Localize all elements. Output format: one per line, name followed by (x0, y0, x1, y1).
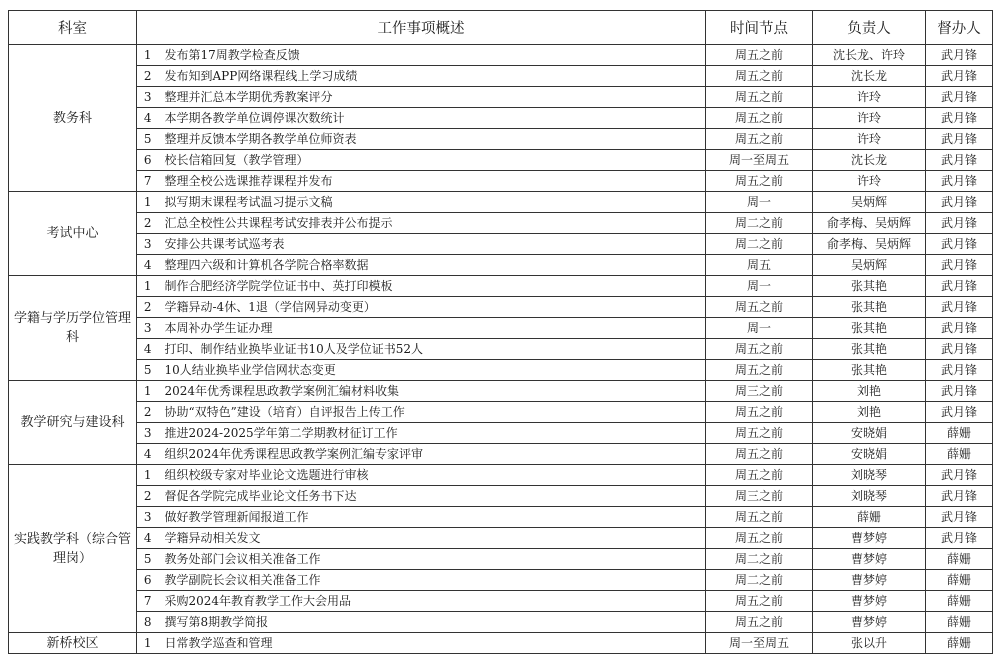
supervisor-name: 武月锋 (926, 171, 993, 192)
supervisor-name: 薛姗 (926, 549, 993, 570)
supervisor-name: 武月锋 (926, 66, 993, 87)
owner-name: 曹梦婷 (813, 570, 926, 591)
owner-name: 吴炳辉 (813, 192, 926, 213)
owner-name: 安晓娟 (813, 423, 926, 444)
item-number: 3 (137, 507, 157, 528)
time-node: 周五之前 (706, 360, 813, 381)
department-cell: 考试中心 (9, 192, 137, 276)
table-row (9, 45, 993, 66)
supervisor-name: 薛姗 (926, 444, 993, 465)
table-row (9, 633, 993, 654)
task-description: 安排公共课考试巡考表 (157, 234, 706, 255)
supervisor-name: 武月锋 (926, 318, 993, 339)
task-description: 学籍异动-4休、1退（学信网异动变更） (157, 297, 706, 318)
owner-name: 刘晓琴 (813, 486, 926, 507)
owner-name: 沈长龙 (813, 66, 926, 87)
time-node: 周五之前 (706, 108, 813, 129)
time-node: 周三之前 (706, 486, 813, 507)
supervisor-name: 武月锋 (926, 465, 993, 486)
time-node: 周一 (706, 276, 813, 297)
table-row (9, 591, 993, 612)
item-number: 2 (137, 297, 157, 318)
supervisor-name: 武月锋 (926, 108, 993, 129)
time-node: 周五之前 (706, 45, 813, 66)
item-number: 3 (137, 423, 157, 444)
task-description: 学籍异动相关发文 (157, 528, 706, 549)
task-description: 日常教学巡查和管理 (157, 633, 706, 654)
table-header (9, 11, 993, 45)
supervisor-name: 武月锋 (926, 234, 993, 255)
time-node: 周五之前 (706, 444, 813, 465)
task-description: 组织2024年优秀课程思政教学案例汇编专家评审 (157, 444, 706, 465)
supervisor-name: 薛姗 (926, 591, 993, 612)
time-node: 周二之前 (706, 570, 813, 591)
task-description: 本学期各教学单位调停课次数统计 (157, 108, 706, 129)
supervisor-name: 薛姗 (926, 570, 993, 591)
item-number: 5 (137, 549, 157, 570)
owner-name: 张其艳 (813, 276, 926, 297)
item-number: 2 (137, 486, 157, 507)
owner-name: 曹梦婷 (813, 549, 926, 570)
owner-name: 刘艳 (813, 381, 926, 402)
owner-name: 安晓娟 (813, 444, 926, 465)
owner-name: 刘艳 (813, 402, 926, 423)
table-row (9, 87, 993, 108)
time-node: 周五之前 (706, 612, 813, 633)
supervisor-name: 薛姗 (926, 423, 993, 444)
table-row (9, 318, 993, 339)
owner-name: 张其艳 (813, 318, 926, 339)
time-node: 周五之前 (706, 402, 813, 423)
weekly-work-table (8, 10, 993, 654)
table-row (9, 276, 993, 297)
owner-name: 张其艳 (813, 297, 926, 318)
task-description: 制作合肥经济学院学位证书中、英打印模板 (157, 276, 706, 297)
table-row (9, 66, 993, 87)
task-description: 发布知到APP网络课程线上学习成绩 (157, 66, 706, 87)
item-number: 5 (137, 360, 157, 381)
table-row (9, 444, 993, 465)
table-row (9, 255, 993, 276)
time-node: 周五之前 (706, 87, 813, 108)
table-row (9, 339, 993, 360)
supervisor-name: 武月锋 (926, 381, 993, 402)
item-number: 2 (137, 66, 157, 87)
time-node: 周五之前 (706, 129, 813, 150)
department-cell: 新桥校区 (9, 633, 137, 654)
task-description: 打印、制作结业换毕业证书10人及学位证书52人 (157, 339, 706, 360)
owner-name: 沈长龙 (813, 150, 926, 171)
time-node: 周一至周五 (706, 150, 813, 171)
table-row (9, 528, 993, 549)
task-description: 10人结业换毕业学信网状态变更 (157, 360, 706, 381)
time-node: 周五之前 (706, 591, 813, 612)
owner-name: 张其艳 (813, 360, 926, 381)
item-number: 3 (137, 318, 157, 339)
supervisor-name: 武月锋 (926, 255, 993, 276)
task-description: 汇总全校性公共课程考试安排表并公布提示 (157, 213, 706, 234)
item-number: 4 (137, 339, 157, 360)
supervisor-name: 武月锋 (926, 360, 993, 381)
owner-name: 曹梦婷 (813, 612, 926, 633)
supervisor-name: 武月锋 (926, 45, 993, 66)
item-number: 4 (137, 444, 157, 465)
time-node: 周五之前 (706, 297, 813, 318)
owner-name: 薛姗 (813, 507, 926, 528)
task-description: 整理并汇总本学期优秀教案评分 (157, 87, 706, 108)
header-owner: 负责人 (813, 11, 926, 45)
item-number: 1 (137, 45, 157, 66)
item-number: 1 (137, 381, 157, 402)
time-node: 周二之前 (706, 213, 813, 234)
table-row (9, 171, 993, 192)
task-description: 教务处部门会议相关准备工作 (157, 549, 706, 570)
supervisor-name: 武月锋 (926, 402, 993, 423)
supervisor-name: 武月锋 (926, 297, 993, 318)
time-node: 周一 (706, 192, 813, 213)
item-number: 6 (137, 570, 157, 591)
item-number: 7 (137, 591, 157, 612)
owner-name: 许玲 (813, 108, 926, 129)
item-number: 2 (137, 213, 157, 234)
task-description: 教学副院长会议相关准备工作 (157, 570, 706, 591)
task-description: 校长信箱回复（教学管理） (157, 150, 706, 171)
time-node: 周二之前 (706, 234, 813, 255)
owner-name: 曹梦婷 (813, 591, 926, 612)
header-time: 时间节点 (706, 11, 813, 45)
table-row (9, 423, 993, 444)
supervisor-name: 武月锋 (926, 339, 993, 360)
item-number: 1 (137, 633, 157, 654)
item-number: 4 (137, 528, 157, 549)
task-description: 协助“双特色”建设（培育）自评报告上传工作 (157, 402, 706, 423)
supervisor-name: 武月锋 (926, 129, 993, 150)
task-description: 整理四六级和计算机各学院合格率数据 (157, 255, 706, 276)
supervisor-name: 薛姗 (926, 612, 993, 633)
task-description: 督促各学院完成毕业论文任务书下达 (157, 486, 706, 507)
item-number: 3 (137, 234, 157, 255)
time-node: 周三之前 (706, 381, 813, 402)
table-row (9, 465, 993, 486)
item-number: 1 (137, 192, 157, 213)
task-description: 2024年优秀课程思政教学案例汇编材料收集 (157, 381, 706, 402)
owner-name: 许玲 (813, 171, 926, 192)
owner-name: 许玲 (813, 129, 926, 150)
time-node: 周五 (706, 255, 813, 276)
supervisor-name: 武月锋 (926, 150, 993, 171)
table-row (9, 150, 993, 171)
time-node: 周五之前 (706, 507, 813, 528)
owner-name: 曹梦婷 (813, 528, 926, 549)
table-row (9, 360, 993, 381)
department-cell: 教务科 (9, 45, 137, 192)
owner-name: 许玲 (813, 87, 926, 108)
supervisor-name: 武月锋 (926, 192, 993, 213)
item-number: 6 (137, 150, 157, 171)
table-row (9, 129, 993, 150)
task-description: 发布第17周教学检查反馈 (157, 45, 706, 66)
time-node: 周五之前 (706, 171, 813, 192)
supervisor-name: 武月锋 (926, 507, 993, 528)
table-row (9, 402, 993, 423)
header-task: 工作事项概述 (137, 11, 706, 45)
time-node: 周五之前 (706, 528, 813, 549)
department-cell: 实践教学科（综合管理岗） (9, 465, 137, 633)
header-row (9, 11, 993, 45)
time-node: 周五之前 (706, 423, 813, 444)
supervisor-name: 薛姗 (926, 633, 993, 654)
table-row (9, 570, 993, 591)
department-cell: 学籍与学历学位管理科 (9, 276, 137, 381)
task-description: 组织校级专家对毕业论文选题进行审核 (157, 465, 706, 486)
item-number: 1 (137, 276, 157, 297)
task-description: 做好教学管理新闻报道工作 (157, 507, 706, 528)
item-number: 8 (137, 612, 157, 633)
task-description: 推进2024-2025学年第二学期教材征订工作 (157, 423, 706, 444)
supervisor-name: 武月锋 (926, 528, 993, 549)
task-description: 撰写第8期教学简报 (157, 612, 706, 633)
time-node: 周五之前 (706, 339, 813, 360)
time-node: 周一 (706, 318, 813, 339)
supervisor-name: 武月锋 (926, 486, 993, 507)
owner-name: 张其艳 (813, 339, 926, 360)
header-supervisor: 督办人 (926, 11, 993, 45)
task-description: 整理并反馈本学期各教学单位师资表 (157, 129, 706, 150)
owner-name: 俞孝梅、吴炳辉 (813, 234, 926, 255)
item-number: 7 (137, 171, 157, 192)
item-number: 4 (137, 255, 157, 276)
table-row (9, 108, 993, 129)
table-row (9, 192, 993, 213)
supervisor-name: 武月锋 (926, 276, 993, 297)
table-body (9, 45, 993, 654)
supervisor-name: 武月锋 (926, 213, 993, 234)
task-description: 拟写期末课程考试温习提示文稿 (157, 192, 706, 213)
owner-name: 俞孝梅、吴炳辉 (813, 213, 926, 234)
time-node: 周一至周五 (706, 633, 813, 654)
item-number: 4 (137, 108, 157, 129)
owner-name: 沈长龙、许玲 (813, 45, 926, 66)
owner-name: 张以升 (813, 633, 926, 654)
task-description: 本周补办学生证办理 (157, 318, 706, 339)
owner-name: 刘晓琴 (813, 465, 926, 486)
table-row (9, 507, 993, 528)
time-node: 周五之前 (706, 465, 813, 486)
item-number: 5 (137, 129, 157, 150)
supervisor-name: 武月锋 (926, 87, 993, 108)
item-number: 1 (137, 465, 157, 486)
table-row (9, 234, 993, 255)
table-row (9, 549, 993, 570)
task-description: 采购2024年教育教学工作大会用品 (157, 591, 706, 612)
item-number: 2 (137, 402, 157, 423)
table-row (9, 381, 993, 402)
task-description: 整理全校公选课推荐课程并发布 (157, 171, 706, 192)
item-number: 3 (137, 87, 157, 108)
header-department: 科室 (9, 11, 137, 45)
table-row (9, 297, 993, 318)
time-node: 周五之前 (706, 66, 813, 87)
owner-name: 吴炳辉 (813, 255, 926, 276)
department-cell: 教学研究与建设科 (9, 381, 137, 465)
time-node: 周二之前 (706, 549, 813, 570)
table-row (9, 486, 993, 507)
table-row (9, 612, 993, 633)
table-row (9, 213, 993, 234)
